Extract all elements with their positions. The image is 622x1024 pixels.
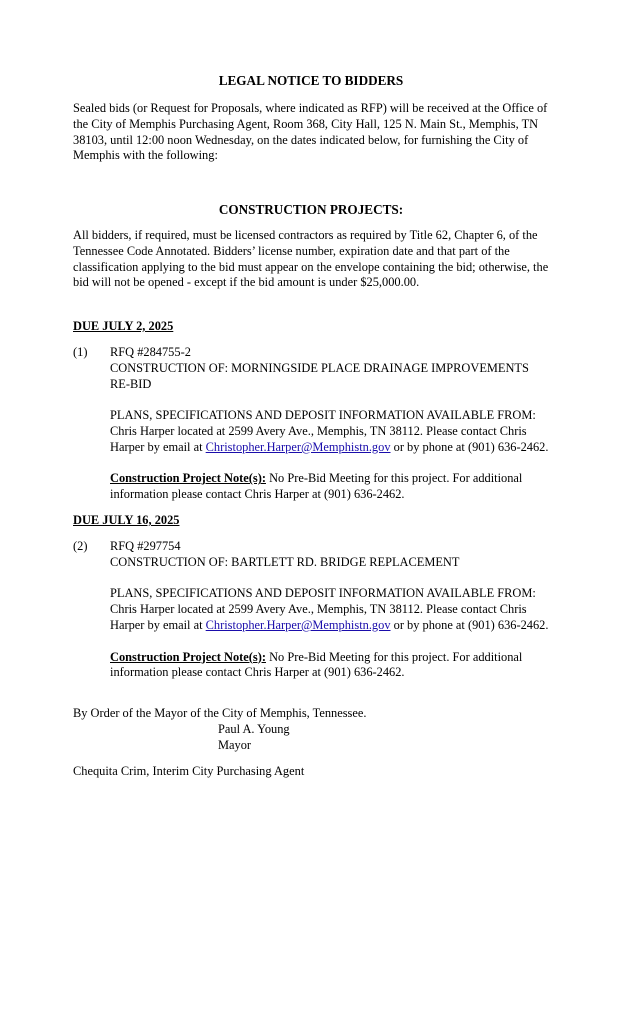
note-label: Construction Project Note(s): (110, 471, 266, 486)
item-number-1: (1) (73, 345, 88, 359)
closing-order: By Order of the Mayor of the City of Memphis, Tennessee. (73, 706, 367, 720)
due-date-2: DUE JULY 16, 2025 (73, 513, 180, 527)
note-text: No Pre-Bid Meeting for this project. For additional information please contact Chris Harper at (901) 636-2462. (110, 649, 523, 680)
notice-title: LEGAL NOTICE TO BIDDERS (218, 73, 404, 88)
bid-item-1 (110, 345, 550, 503)
project-note (110, 650, 550, 682)
note-text: No Pre-Bid Meeting for this project. For additional information please contact Chris Harper at (901) 636-2462. (110, 471, 523, 502)
rfq-number: RFQ #297754 (110, 539, 181, 553)
purchasing-agent: Chequita Crim, Interim City Purchasing Agent (73, 764, 305, 778)
phone-text: or by phone at (901) 636-2462. (393, 617, 549, 632)
plans-text: PLANS, SPECIFICATIONS AND DEPOSIT INFORMATION AVAILABLE FROM: Chris Harper located at 2599 Avery Ave., Memphis, TN 38112. Please contact Chris Harper by email at (110, 408, 536, 454)
bid-item-2 (110, 539, 550, 681)
construction-title: CONSTRUCTION OF: BARTLETT RD. BRIDGE REPLACEMENT (110, 554, 460, 569)
plans-info (110, 408, 550, 455)
email-link[interactable]: Christopher.Harper@Memphistn.gov (205, 439, 391, 454)
item-number-2: (2) (73, 539, 88, 553)
note-label: Construction Project Note(s): (110, 649, 266, 664)
mayor-title: Mayor (218, 738, 252, 752)
project-note (110, 471, 550, 503)
phone-text: or by phone at (901) 636-2462. (393, 439, 549, 454)
plans-info (110, 586, 550, 633)
email-link[interactable]: Christopher.Harper@Memphistn.gov (205, 617, 391, 632)
rfq-number: RFQ #284755-2 (110, 345, 191, 359)
construction-title: CONSTRUCTION OF: MORNINGSIDE PLACE DRAINAGE IMPROVEMENTS RE-BID (110, 360, 529, 391)
plans-text: PLANS, SPECIFICATIONS AND DEPOSIT INFORMATION AVAILABLE FROM: Chris Harper located at 2599 Avery Ave., Memphis, TN 38112. Please contact Chris Harper by email at (110, 586, 536, 632)
intro-paragraph: Sealed bids (or Request for Proposals, where indicated as RFP) will be received at the Office of the City of Memphis Purchasing Agent, Room 368, City Hall, 125 N. Main St., Memphis, TN 38103, until 12:00 noon Wednesday, on the dates indicated below, for furnishing the City of Memphis with the following: (73, 101, 548, 163)
section-paragraph: All bidders, if required, must be licensed contractors as required by Title 62, Chapter 6, of the Tennessee Code Annotated. Bidders’ license number, expiration date and that part of the classification applying to the bid must appear on the envelope containing the bid; otherwise, the bid will not be opened - except if the bid amount is under $25,000.00. (73, 228, 549, 290)
due-date-1: DUE JULY 2, 2025 (73, 319, 174, 333)
section-title: CONSTRUCTION PROJECTS: (218, 202, 404, 217)
mayor-name: Paul A. Young (218, 722, 290, 736)
